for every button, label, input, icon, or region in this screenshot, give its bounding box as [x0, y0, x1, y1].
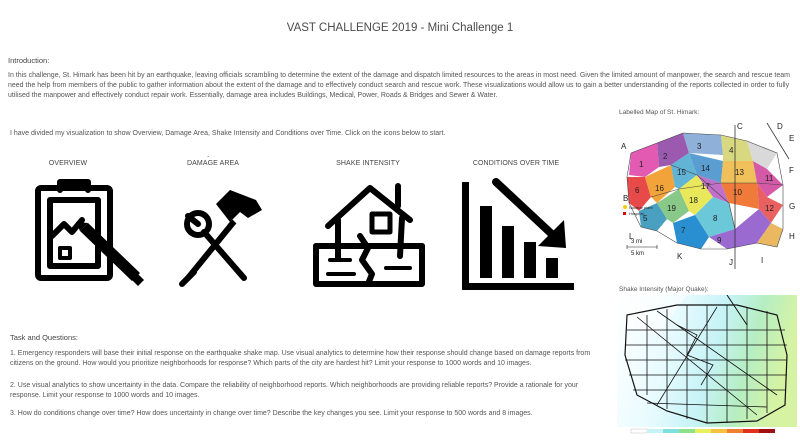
instructions-text: I have divided my visualization to show Overview, Damage Area, Shake Intensity and Conditions over Time. Click on the icons below to start. [10, 130, 446, 137]
svg-text:17: 17 [701, 182, 710, 191]
svg-text:14: 14 [701, 164, 710, 173]
svg-text:B: B [623, 194, 629, 203]
svg-text:18: 18 [689, 196, 698, 205]
nav-label-overview[interactable]: OVERVIEW [48, 160, 88, 167]
svg-text:L: L [629, 232, 634, 241]
svg-text:4: 4 [729, 146, 734, 155]
svg-text:11: 11 [765, 174, 774, 183]
svg-text:9: 9 [717, 236, 722, 245]
labelled-map-image [617, 119, 797, 277]
task-question-1: 1. Emergency responders will base their initial response on the earthquake shake map. Use visual analytics to determine how their response should change based on damage reports from citizens on the ground. How would you prioritize neighborhoods for response? Which parts of the city are hardest hit? Limit your response to 1000 words and 10 images. [10, 350, 591, 367]
svg-text:1: 1 [639, 160, 644, 169]
region-old-town [683, 133, 723, 155]
svg-text:7: 7 [681, 226, 686, 235]
svg-text:E: E [789, 134, 795, 143]
hammer-wrench-icon[interactable] [168, 178, 268, 290]
svg-text:3: 3 [697, 142, 702, 151]
map-legend-nuclear: Nuclear plant [629, 205, 653, 210]
shake-intensity-map-image [617, 295, 797, 438]
intro-text: In this challenge, St. Himark has been hit by an earthquake, leaving officials scrambling to determine the extent of the damage and dispatch limited resources to the areas in most need. Given the limited amount of manpower, the search and rescue team need the help from members of the public to gather information about the extent of the damage and to effectively conduct search and rescue work. These visualizations would allow us to gain a better understanding of the reports collected in order to fully utilised the manpower and effectively conduct repair work. Essentially, damage area includes Buildings, Medical, Power, Roads & Bridges and Sewer & Water. [8, 72, 790, 100]
map-legend-hospital: Hospital [629, 211, 644, 216]
svg-text:I: I [761, 256, 764, 265]
svg-text:10: 10 [733, 188, 742, 197]
tasks-heading: Task and Questions: [10, 333, 78, 342]
shake-map-label: Shake Intensity (Major Quake): [619, 286, 709, 293]
task-question-2: 2. Use visual analytics to show uncertainty in the data. Compare the reliability of neighborhood reports. Which neighborhoods are providing reliable reports? Provide a rationale for your response. Limit your response to 1000 words and 10 images. [10, 382, 579, 399]
svg-text:12: 12 [765, 204, 774, 213]
svg-text:19: 19 [667, 204, 676, 213]
declining-chart-icon[interactable] [458, 176, 578, 294]
collapsed-house-icon[interactable] [310, 178, 430, 290]
nav-label-conditions-over-time[interactable]: CONDITIONS OVER TIME [472, 160, 560, 167]
svg-text:G: G [789, 202, 796, 211]
svg-text:F: F [789, 166, 794, 175]
svg-text:J: J [729, 258, 733, 267]
svg-text:H: H [789, 232, 795, 241]
svg-text:13: 13 [735, 168, 744, 177]
svg-text:2: 2 [663, 152, 668, 161]
map-label: Labelled Map of St. Himark: [619, 109, 700, 116]
svg-text:6: 6 [635, 186, 640, 195]
map-scale-km: 5 km [631, 251, 645, 257]
svg-text:D: D [777, 122, 783, 131]
svg-text:A: A [621, 142, 627, 151]
map-scale-mi: 3 mi [631, 239, 643, 245]
task-question-3: 3. How do conditions change over time? How does uncertainty in change over time? Describe the key changes you see. Limit your response to 500 words and 8 images. [10, 410, 533, 417]
page-title: VAST CHALLENGE 2019 - Mini Challenge 1 [286, 22, 514, 34]
svg-text:5: 5 [643, 214, 648, 223]
svg-text:K: K [677, 252, 683, 261]
nav-label-damage-area[interactable]: DAMAGE AREA [186, 160, 240, 167]
decorative-dot: . [207, 150, 210, 159]
svg-text:15: 15 [677, 168, 686, 177]
intro-heading: Introduction: [8, 56, 50, 65]
nav-label-shake-intensity[interactable]: SHAKE INTENSITY [336, 160, 400, 167]
svg-text:16: 16 [655, 184, 664, 193]
svg-text:8: 8 [713, 214, 718, 223]
clipboard-icon[interactable] [30, 178, 150, 290]
svg-text:C: C [737, 122, 743, 131]
